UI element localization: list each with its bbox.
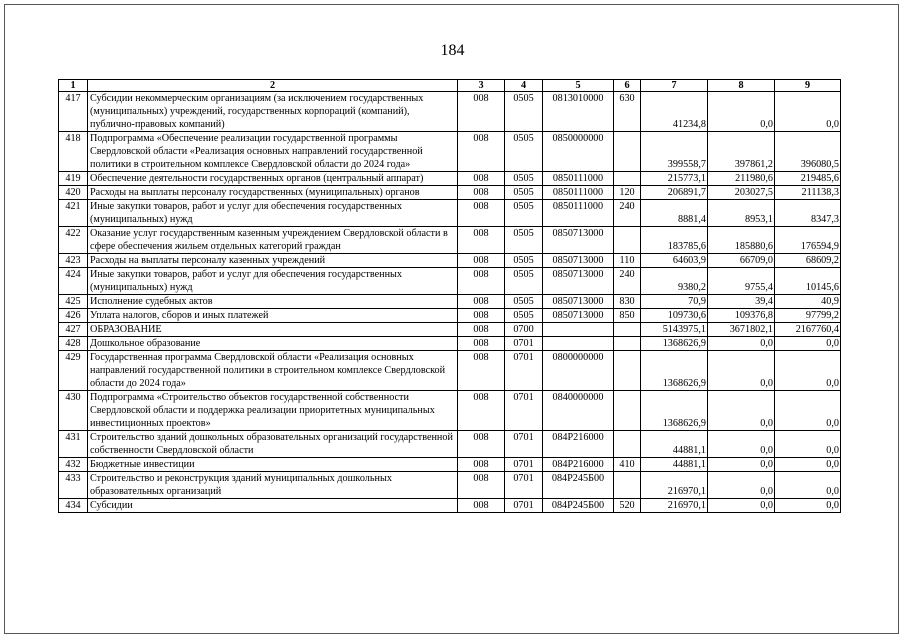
section-code: 0505 (505, 200, 543, 227)
section-code: 0505 (505, 132, 543, 172)
target-article-code: 0850111000 (543, 172, 614, 186)
ministry-code: 008 (458, 295, 505, 309)
table-row (59, 431, 841, 458)
amount-year-3: 176594,9 (775, 227, 841, 254)
row-number: 417 (59, 92, 88, 132)
amount-year-2: 203027,5 (708, 186, 775, 200)
amount-year-3: 211138,3 (775, 186, 841, 200)
amount-year-3: 0,0 (775, 458, 841, 472)
amount-year-1: 399558,7 (641, 132, 708, 172)
amount-year-3: 0,0 (775, 351, 841, 391)
target-article-code: 0850713000 (543, 309, 614, 323)
row-number: 422 (59, 227, 88, 254)
row-description: Государственная программа Свердловской области «Реализация основных направлений государственной политики в строительном комплексе Свердловской области до 2024 года» (88, 351, 458, 391)
table-row (59, 472, 841, 499)
table-row (59, 186, 841, 200)
page-number: 184 (440, 42, 465, 59)
ministry-code: 008 (458, 337, 505, 351)
row-number: 434 (59, 499, 88, 513)
amount-year-2: 0,0 (708, 351, 775, 391)
amount-year-2: 0,0 (708, 92, 775, 132)
expense-type-code (614, 323, 641, 337)
col-header: 6 (614, 80, 641, 92)
amount-year-3: 0,0 (775, 391, 841, 431)
amount-year-2: 0,0 (708, 458, 775, 472)
target-article-code: 084P216000 (543, 431, 614, 458)
target-article-code (543, 337, 614, 351)
amount-year-1: 216970,1 (641, 472, 708, 499)
section-code: 0505 (505, 186, 543, 200)
expense-type-code (614, 431, 641, 458)
amount-year-2: 0,0 (708, 337, 775, 351)
amount-year-2: 0,0 (708, 472, 775, 499)
target-article-code (543, 323, 614, 337)
expense-type-code: 520 (614, 499, 641, 513)
row-number: 433 (59, 472, 88, 499)
target-article-code: 0800000000 (543, 351, 614, 391)
target-article-code: 0813010000 (543, 92, 614, 132)
expense-type-code: 240 (614, 268, 641, 295)
table-row (59, 351, 841, 391)
amount-year-1: 64603,9 (641, 254, 708, 268)
expense-type-code: 110 (614, 254, 641, 268)
table-body (59, 92, 841, 513)
amount-year-3: 219485,6 (775, 172, 841, 186)
row-number: 430 (59, 391, 88, 431)
amount-year-1: 216970,1 (641, 499, 708, 513)
expense-type-code: 850 (614, 309, 641, 323)
amount-year-1: 1368626,9 (641, 391, 708, 431)
table-row (59, 323, 841, 337)
table-row (59, 337, 841, 351)
ministry-code: 008 (458, 472, 505, 499)
amount-year-3: 0,0 (775, 337, 841, 351)
row-description: Уплата налогов, сборов и иных платежей (88, 309, 458, 323)
section-code: 0701 (505, 458, 543, 472)
row-number: 424 (59, 268, 88, 295)
row-description: Субсидии некоммерческим организациям (за исключением государственных (муниципальных) учреждений, государственных корпораций (компаний), публично-правовых компаний) (88, 92, 458, 132)
expense-type-code: 630 (614, 92, 641, 132)
col-header: 2 (88, 80, 458, 92)
row-number: 432 (59, 458, 88, 472)
ministry-code: 008 (458, 391, 505, 431)
row-number: 418 (59, 132, 88, 172)
amount-year-2: 39,4 (708, 295, 775, 309)
ministry-code: 008 (458, 200, 505, 227)
ministry-code: 008 (458, 431, 505, 458)
table-row (59, 92, 841, 132)
amount-year-2: 3671802,1 (708, 323, 775, 337)
expense-type-code: 120 (614, 186, 641, 200)
section-code: 0701 (505, 431, 543, 458)
ministry-code: 008 (458, 268, 505, 295)
row-number: 431 (59, 431, 88, 458)
ministry-code: 008 (458, 351, 505, 391)
amount-year-3: 0,0 (775, 472, 841, 499)
table-row (59, 499, 841, 513)
amount-year-1: 44881,1 (641, 458, 708, 472)
target-article-code: 0840000000 (543, 391, 614, 431)
table-row (59, 227, 841, 254)
target-article-code: 084P216000 (543, 458, 614, 472)
target-article-code: 0850713000 (543, 295, 614, 309)
section-code: 0701 (505, 391, 543, 431)
target-article-code: 084P245Б00 (543, 472, 614, 499)
col-header: 3 (458, 80, 505, 92)
row-number: 420 (59, 186, 88, 200)
table-row (59, 295, 841, 309)
amount-year-3: 0,0 (775, 499, 841, 513)
amount-year-3: 0,0 (775, 431, 841, 458)
row-description: Бюджетные инвестиции (88, 458, 458, 472)
row-number: 427 (59, 323, 88, 337)
row-description: Строительство зданий дошкольных образовательных организаций государственной собственности Свердловской области (88, 431, 458, 458)
amount-year-2: 9755,4 (708, 268, 775, 295)
section-code: 0505 (505, 295, 543, 309)
target-article-code: 084P245Б00 (543, 499, 614, 513)
row-description: Подпрограмма «Строительство объектов государственной собственности Свердловской области и поддержка реализации приоритетных муниципальных инвестиционных проектов» (88, 391, 458, 431)
row-description: Подпрограмма «Обеспечение реализации государственной программы Свердловской области «Реализация основных направлений государственной политики в строительном комплексе Свердловской области до 2024 года» (88, 132, 458, 172)
amount-year-2: 66709,0 (708, 254, 775, 268)
col-header: 1 (59, 80, 88, 92)
target-article-code: 0850111000 (543, 200, 614, 227)
table-row (59, 200, 841, 227)
ministry-code: 008 (458, 132, 505, 172)
amount-year-3: 8347,3 (775, 200, 841, 227)
table-row (59, 391, 841, 431)
ministry-code: 008 (458, 254, 505, 268)
col-header: 9 (775, 80, 841, 92)
section-code: 0505 (505, 172, 543, 186)
section-code: 0701 (505, 499, 543, 513)
ministry-code: 008 (458, 92, 505, 132)
row-number: 423 (59, 254, 88, 268)
expense-type-code: 410 (614, 458, 641, 472)
amount-year-3: 396080,5 (775, 132, 841, 172)
row-number: 429 (59, 351, 88, 391)
section-code: 0505 (505, 268, 543, 295)
section-code: 0505 (505, 309, 543, 323)
section-code: 0701 (505, 472, 543, 499)
ministry-code: 008 (458, 186, 505, 200)
section-code: 0505 (505, 254, 543, 268)
amount-year-1: 70,9 (641, 295, 708, 309)
target-article-code: 0850713000 (543, 254, 614, 268)
expense-type-code (614, 132, 641, 172)
section-code: 0701 (505, 337, 543, 351)
table-row (59, 268, 841, 295)
ministry-code: 008 (458, 227, 505, 254)
amount-year-3: 10145,6 (775, 268, 841, 295)
amount-year-1: 215773,1 (641, 172, 708, 186)
table-row (59, 132, 841, 172)
amount-year-1: 5143975,1 (641, 323, 708, 337)
table-row (59, 172, 841, 186)
target-article-code: 0850000000 (543, 132, 614, 172)
expense-type-code (614, 391, 641, 431)
expense-type-code (614, 472, 641, 499)
col-header: 8 (708, 80, 775, 92)
row-number: 428 (59, 337, 88, 351)
row-number: 425 (59, 295, 88, 309)
ministry-code: 008 (458, 323, 505, 337)
section-code: 0700 (505, 323, 543, 337)
amount-year-3: 68609,2 (775, 254, 841, 268)
section-code: 0701 (505, 351, 543, 391)
ministry-code: 008 (458, 458, 505, 472)
row-description: Иные закупки товаров, работ и услуг для обеспечения государственных (муниципальных) нужд (88, 268, 458, 295)
row-description: Расходы на выплаты персоналу казенных учреждений (88, 254, 458, 268)
row-description: Обеспечение деятельности государственных органов (центральный аппарат) (88, 172, 458, 186)
amount-year-1: 1368626,9 (641, 337, 708, 351)
table-row (59, 254, 841, 268)
row-description: Расходы на выплаты персоналу государственных (муниципальных) органов (88, 186, 458, 200)
expense-type-code: 830 (614, 295, 641, 309)
amount-year-3: 97799,2 (775, 309, 841, 323)
target-article-code: 0850713000 (543, 268, 614, 295)
amount-year-1: 109730,6 (641, 309, 708, 323)
expense-type-code (614, 337, 641, 351)
row-description: ОБРАЗОВАНИЕ (88, 323, 458, 337)
amount-year-2: 8953,1 (708, 200, 775, 227)
target-article-code: 0850713000 (543, 227, 614, 254)
expense-type-code: 240 (614, 200, 641, 227)
row-description: Дошкольное образование (88, 337, 458, 351)
amount-year-1: 206891,7 (641, 186, 708, 200)
expense-type-code (614, 351, 641, 391)
col-header: 7 (641, 80, 708, 92)
amount-year-3: 2167760,4 (775, 323, 841, 337)
row-number: 419 (59, 172, 88, 186)
amount-year-2: 211980,6 (708, 172, 775, 186)
table-row (59, 309, 841, 323)
amount-year-3: 40,9 (775, 295, 841, 309)
amount-year-1: 44881,1 (641, 431, 708, 458)
expense-type-code (614, 227, 641, 254)
row-description: Оказание услуг государственным казенным учреждением Свердловской области в сфере обеспечения жильем отдельных категорий граждан (88, 227, 458, 254)
ministry-code: 008 (458, 499, 505, 513)
amount-year-2: 0,0 (708, 391, 775, 431)
ministry-code: 008 (458, 172, 505, 186)
row-description: Субсидии (88, 499, 458, 513)
target-article-code: 0850111000 (543, 186, 614, 200)
expense-type-code (614, 172, 641, 186)
table-row (59, 458, 841, 472)
header-row (59, 80, 841, 92)
amount-year-3: 0,0 (775, 92, 841, 132)
col-header: 5 (543, 80, 614, 92)
row-description: Исполнение судебных актов (88, 295, 458, 309)
row-number: 426 (59, 309, 88, 323)
ministry-code: 008 (458, 309, 505, 323)
row-number: 421 (59, 200, 88, 227)
amount-year-1: 8881,4 (641, 200, 708, 227)
amount-year-1: 183785,6 (641, 227, 708, 254)
amount-year-2: 185880,6 (708, 227, 775, 254)
budget-table (58, 79, 841, 513)
amount-year-1: 9380,2 (641, 268, 708, 295)
amount-year-1: 1368626,9 (641, 351, 708, 391)
section-code: 0505 (505, 227, 543, 254)
amount-year-2: 109376,8 (708, 309, 775, 323)
amount-year-2: 397861,2 (708, 132, 775, 172)
section-code: 0505 (505, 92, 543, 132)
amount-year-1: 41234,8 (641, 92, 708, 132)
col-header: 4 (505, 80, 543, 92)
amount-year-2: 0,0 (708, 499, 775, 513)
row-description: Строительство и реконструкция зданий муниципальных дошкольных образовательных организаций (88, 472, 458, 499)
amount-year-2: 0,0 (708, 431, 775, 458)
row-description: Иные закупки товаров, работ и услуг для обеспечения государственных (муниципальных) нужд (88, 200, 458, 227)
